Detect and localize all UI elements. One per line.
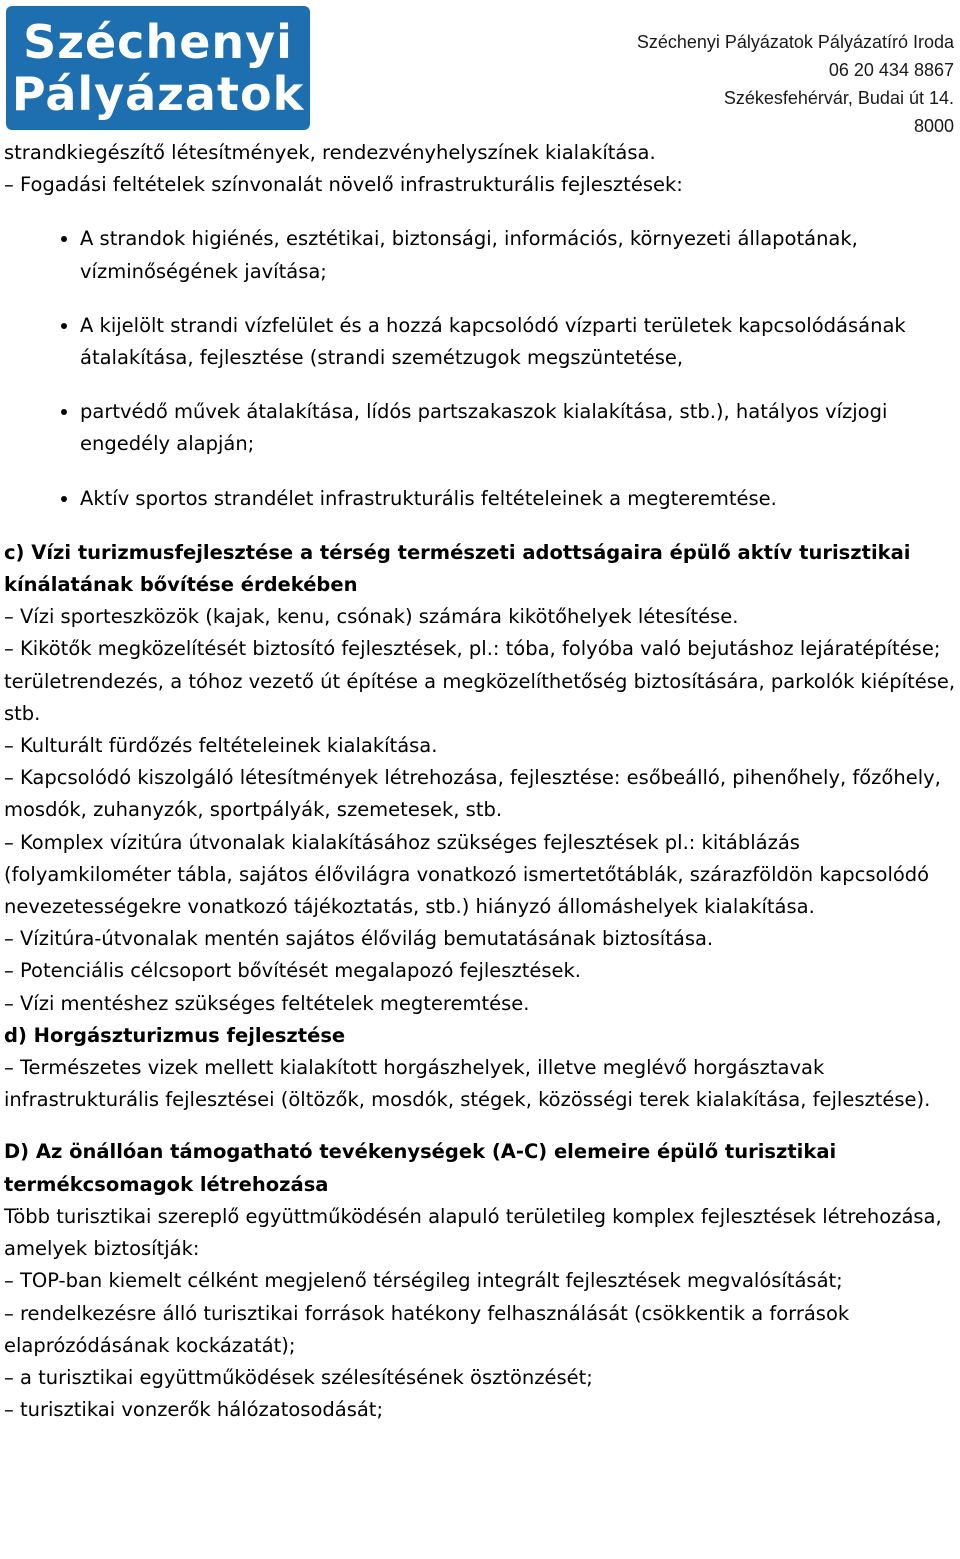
paragraph: – Potenciális célcsoport bővítését megalapozó fejlesztések. bbox=[4, 959, 581, 983]
paragraph: – Természetes vizek mellett kialakított horgászhelyek, illetve meglévő horgásztavak infrastrukturális fejlesztései (öltözők, mosdók, stégek, közösségi terek kialakítása, fejlesztése). bbox=[4, 1056, 931, 1112]
contact-zip: 8000 bbox=[913, 116, 954, 136]
document-body bbox=[4, 137, 956, 1426]
section-heading-d: d) Horgászturizmus fejlesztése bbox=[4, 1023, 346, 1047]
contact-name: Széchenyi Pályázatok Pályázatíró Iroda bbox=[636, 32, 954, 52]
section-heading-D: D) Az önállóan támogatható tevékenységek (A-C) elemeire épülő turisztikai termékcsomagok létrehozása bbox=[4, 1140, 837, 1196]
paragraph: – Kapcsolódó kiszolgáló létesítmények létrehozása, fejlesztése: esőbeálló, pihenőhely, főzőhely, mosdók, zuhanyzók, sportpályák, szemetesek, stb. bbox=[4, 766, 941, 822]
paragraph: – Komplex vízitúra útvonalak kialakításához szükséges fejlesztések pl.: kitáblázás (folyamkilométer tábla, sajátos élővilágra vonatkozó ismertetőtáblák, szárazföldön kapcsolódó nevezetességekre vonatkozó tájékoztatás, stb.) hiányzó állomáshelyek kialakítása. bbox=[4, 830, 930, 919]
paragraph: – Vízitúra-útvonalak mentén sajátos élővilág bemutatásának biztosítása. bbox=[4, 927, 714, 951]
contact-block bbox=[637, 28, 954, 140]
paragraph: – turisztikai vonzerők hálózatosodását; bbox=[4, 1398, 384, 1422]
contact-phone: 06 20 434 8867 bbox=[828, 60, 954, 80]
paragraph: – TOP-ban kiemelt célként megjelenő térségileg integrált fejlesztések megvalósítását; bbox=[4, 1269, 843, 1293]
contact-address: Székesfehérvár, Budai út 14. bbox=[723, 88, 954, 108]
section-heading-c: c) Vízi turizmusfejlesztése a térség természeti adottságaira épülő aktív turisztikai kínálatának bővítése érdekében bbox=[4, 540, 911, 597]
paragraph: – rendelkezésre álló turisztikai források hatékony felhasználását (csökkentik a források elaprózódásának kockázatát); bbox=[4, 1301, 850, 1357]
bullet-list bbox=[4, 223, 956, 514]
list-item: • Aktív sportos strandélet infrastrukturális feltételeinek a megteremtése. bbox=[80, 483, 956, 515]
szechenyi-palyazatok-logo bbox=[6, 6, 310, 130]
paragraph: – Vízi mentéshez szükséges feltételek megteremtése. bbox=[4, 991, 530, 1015]
list-item: • A strandok higiénés, esztétikai, biztonsági, információs, környezeti állapotának, vízminőségének javítása; bbox=[80, 223, 956, 287]
paragraph: – Kikötők megközelítését biztosító fejlesztések, pl.: tóba, folyóba való bejutáshoz lejáratépítése; területrendezés, a tóhoz vezető út építése a megközelíthetőség biztosítására, parkolók kiépítése, stb. bbox=[4, 637, 956, 725]
page-header bbox=[0, 0, 960, 140]
paragraph: – Kulturált fürdőzés feltételeinek kialakítása. bbox=[4, 734, 438, 758]
logo-line-2: Pályázatok bbox=[11, 67, 305, 121]
logo-line-1: Széchenyi bbox=[23, 15, 293, 69]
list-item: • A kijelölt strandi vízfelület és a hozzá kapcsolódó vízparti területek kapcsolódásának átalakítása, fejlesztése (strandi szemétzugok megszüntetése, bbox=[80, 310, 956, 374]
paragraph: Több turisztikai szereplő együttműködésén alapuló területileg komplex fejlesztések létrehozása, amelyek biztosítják: bbox=[4, 1204, 942, 1261]
paragraph: – Vízi sporteszközök (kajak, kenu, csónak) számára kikötőhelyek létesítése. bbox=[4, 605, 739, 629]
paragraph: – a turisztikai együttműködések szélesítésének ösztönzését; bbox=[4, 1365, 593, 1389]
paragraph: strandkiegészítő létesítmények, rendezvényhelyszínek kialakítása. bbox=[4, 141, 656, 164]
list-item: • partvédő művek átalakítása, lídós partszakaszok kialakítása, stb.), hatályos vízjogi engedély alapján; bbox=[80, 396, 956, 460]
paragraph: – Fogadási feltételek színvonalát növelő infrastrukturális fejlesztések: bbox=[4, 173, 683, 197]
